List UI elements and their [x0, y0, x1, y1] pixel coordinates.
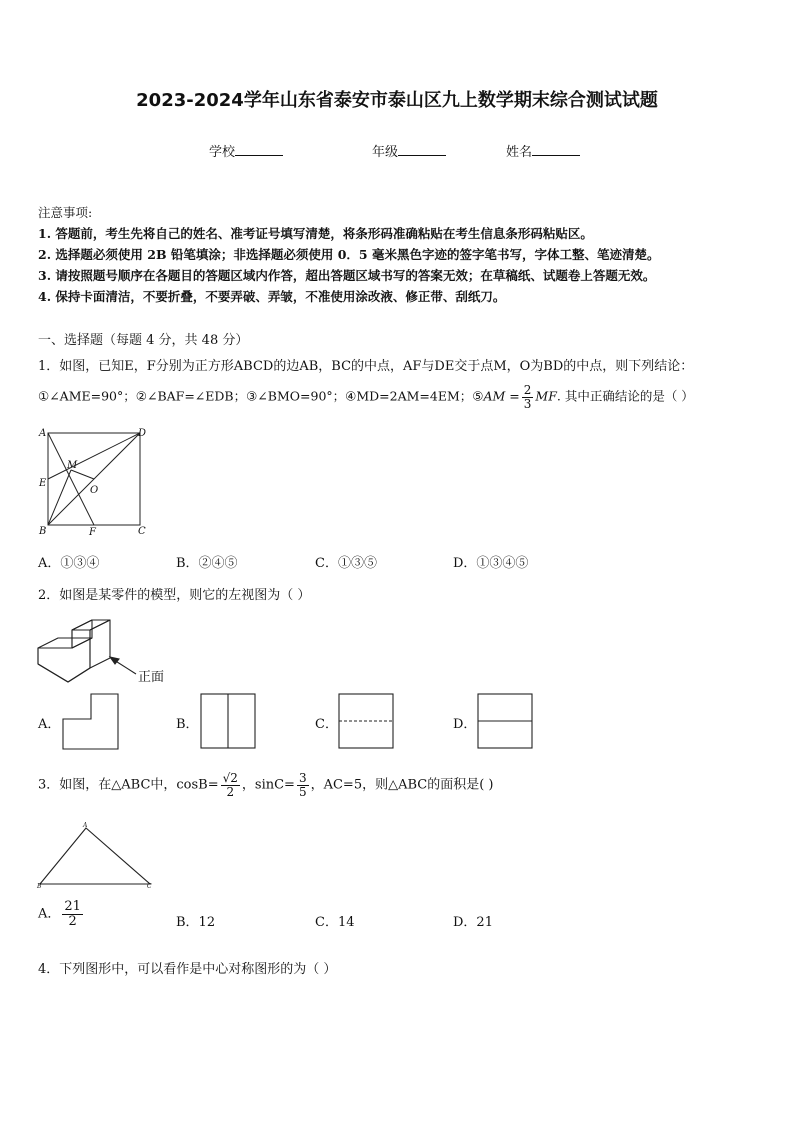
notes-heading: 注意事项:	[38, 205, 93, 220]
q3-option-a-den: 2	[68, 913, 77, 929]
segment-de	[48, 433, 140, 479]
q1-cond5-rhs: MF	[535, 388, 557, 404]
label-a: A	[39, 428, 47, 439]
q3-sin-fraction	[297, 772, 309, 798]
q1-option-a[interactable]: A．①③④	[38, 556, 100, 571]
label-d: D	[138, 428, 147, 439]
q3-option-a-num: 21	[64, 899, 81, 914]
q3-option-c[interactable]: C．14	[315, 915, 355, 930]
label-o: O	[90, 485, 99, 496]
q1-cond5-num: 2	[523, 383, 532, 397]
q1-option-b[interactable]: B．②④⑤	[176, 556, 238, 571]
l-shape-outline	[63, 694, 118, 749]
label-b: B	[37, 883, 42, 890]
label-m: M	[67, 460, 78, 471]
label-b: B	[39, 526, 47, 537]
label-f: F	[89, 527, 96, 538]
q1-conditions: ①∠AME=90°；②∠BAF=∠EDB；③∠BMO=90°；④MD=2AM=4EM；⑤	[38, 388, 484, 404]
q2-option-b[interactable]: B．	[176, 717, 199, 732]
q3-option-d[interactable]: D．21	[453, 915, 493, 930]
triangle-abc	[40, 828, 150, 884]
q3-option-a[interactable]	[38, 900, 85, 928]
q2-option-b-shape[interactable]	[200, 693, 258, 751]
q4-stem: 4．下列图形中，可以看作是中心对称图形的为（ ）	[38, 962, 337, 977]
q2-option-c[interactable]: C．	[315, 717, 338, 732]
label-a: A	[83, 822, 88, 829]
q2-option-d-shape[interactable]	[477, 693, 535, 751]
q2-option-d[interactable]: D．	[453, 717, 477, 732]
q3-triangle-figure	[34, 822, 158, 890]
note-item-1: 1. 答题前，考生先将自己的姓名、准考证号填写清楚，将条形码准确粘贴在考生信息条形码粘贴区。	[38, 226, 593, 241]
q2-option-c-shape[interactable]	[338, 693, 396, 751]
label-e: E	[39, 478, 47, 489]
segment-bm	[48, 470, 71, 525]
school-blank[interactable]	[235, 143, 283, 156]
q3-option-a-fraction	[62, 900, 83, 928]
name-blank[interactable]	[532, 143, 580, 156]
q1-conditions-line	[38, 384, 694, 410]
grade-field[interactable]	[372, 141, 446, 160]
q1-cond5-den: 3	[523, 396, 532, 411]
segment-af	[48, 433, 94, 525]
q3-option-b[interactable]: B．12	[176, 915, 216, 930]
q3-option-a-prefix: A．	[38, 906, 61, 922]
note-item-3: 3. 请按照题号顺序在各题目的答题区域内作答，超出答题区域书写的答案无效；在草稿纸、试题卷上答题无效。	[38, 268, 656, 283]
q1-stem: 1．如图，已知E，F分别为正方形ABCD的边AB，BC的中点，AF与DE交于点M，O为BD的中点，则下列结论：	[38, 359, 694, 374]
note-item-2: 2. 选择题必须使用 2B 铅笔填涂；非选择题必须使用 0．5 毫米黑色字迹的签字笔书写，字体工整、笔迹清楚。	[38, 247, 660, 262]
q3-cos-fraction	[221, 772, 240, 798]
q2-option-a[interactable]: A．	[38, 717, 61, 732]
grade-blank[interactable]	[398, 143, 446, 156]
q3-sin-den: 5	[298, 784, 307, 799]
q3-sin-num: 3	[298, 771, 307, 785]
grade-label: 年级	[372, 145, 399, 160]
label-c: C	[138, 526, 146, 537]
label-c: C	[147, 883, 152, 890]
section-heading: 一、选择题（每题 4 分，共 48 分）	[38, 333, 249, 348]
school-field[interactable]	[209, 141, 283, 160]
q1-option-d[interactable]: D．①③④⑤	[453, 556, 529, 571]
q3-stem-c: ，AC=5，则△ABC的面积是( )	[310, 777, 494, 793]
school-label: 学校	[209, 145, 236, 160]
q3-stem-line	[38, 772, 494, 798]
q2-option-a-shape[interactable]	[62, 693, 120, 751]
q1-option-c[interactable]: C．①③⑤	[315, 556, 377, 571]
q2-stem: 2．如图是某零件的模型，则它的左视图为（ ）	[38, 588, 311, 603]
q1-tail: . 其中正确结论的是（ ）	[556, 388, 694, 404]
q3-cos-num: √2	[222, 771, 238, 785]
page-title: 2023-2024学年山东省泰安市泰山区九上数学期末综合测试试题	[136, 90, 658, 111]
front-arrow-line	[114, 660, 136, 674]
q1-cond5-lhs: AM =	[483, 388, 520, 404]
model-high-top	[72, 620, 110, 630]
model-right-side	[90, 620, 110, 668]
front-label: 正面	[138, 670, 165, 685]
name-field[interactable]	[506, 141, 580, 160]
q3-stem-a: 3．如图，在△ABC中，cosB=	[38, 777, 219, 793]
q3-stem-b: ，sinC=	[241, 777, 295, 793]
q3-cos-den: 2	[226, 784, 235, 799]
q1-square-figure	[34, 425, 154, 540]
note-item-4: 4. 保持卡面清洁，不要折叠，不要弄破、弄皱，不准使用涂改液、修正带、刮纸刀。	[38, 289, 506, 304]
q1-cond5-fraction	[522, 384, 534, 410]
name-label: 姓名	[506, 145, 533, 160]
segment-mo	[71, 470, 94, 479]
